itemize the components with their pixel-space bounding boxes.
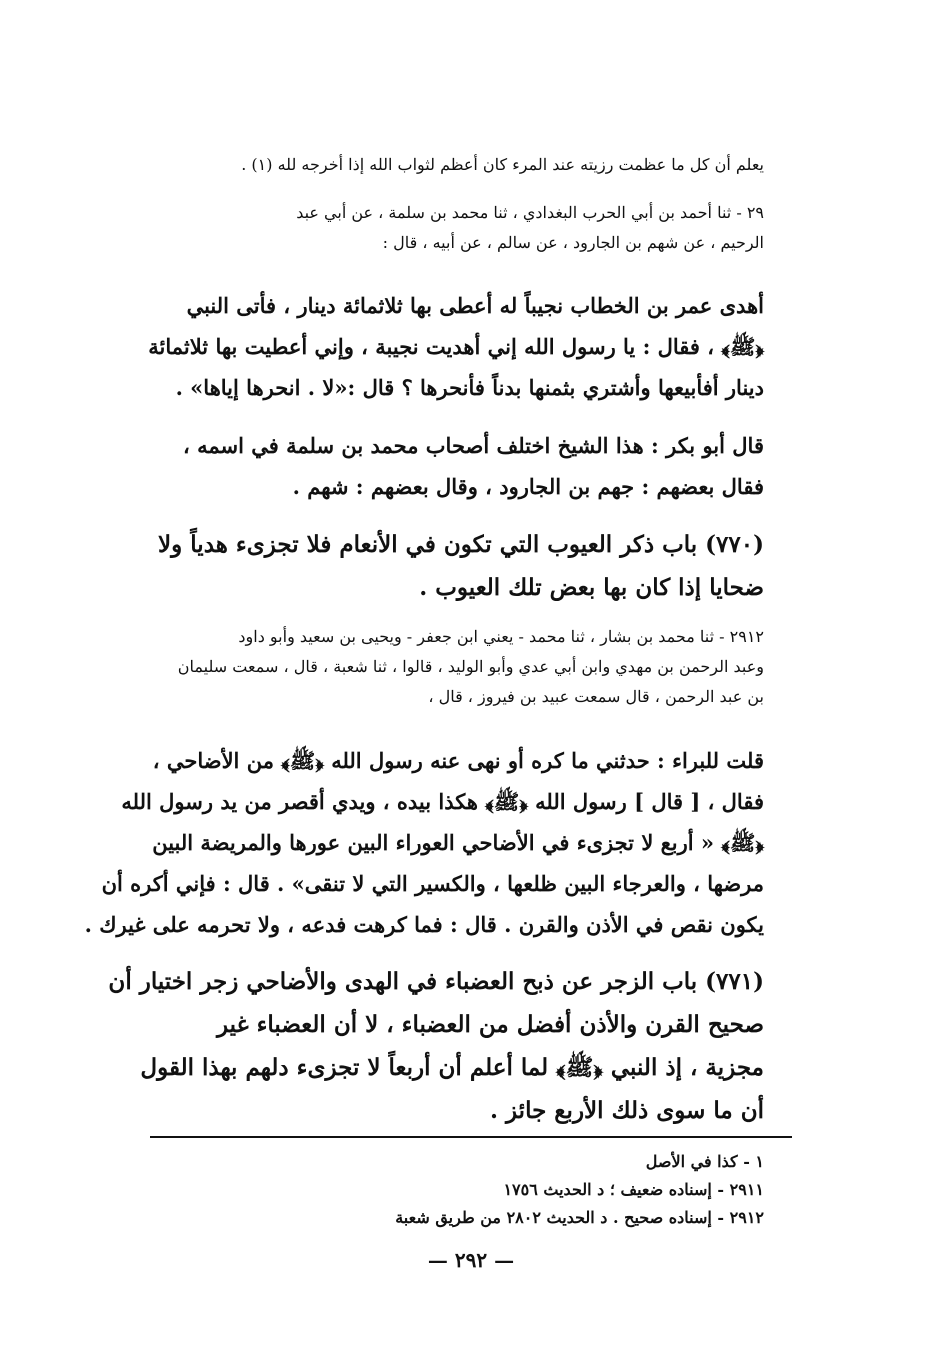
text-line: بن عبد الرحمن ، قال سمعت عبيد بن فيروز ، قال ،: [428, 687, 764, 706]
heading-line: (٧٧١) باب الزجر عن ذبح العضباء في الهدى والأضاحي زجر اختيار أن: [108, 968, 764, 995]
footnote-item: ٢٩١٢ - إسناده صحيح . د الحديث ٢٨٠٢ من طريق شعبة: [395, 1208, 764, 1227]
heading-line: ضحايا إذا كان بها بعض تلك العيوب .: [419, 574, 764, 601]
hadith-isnad-29: [174, 198, 764, 258]
footnote-item: ١ - كذا في الأصل: [645, 1152, 764, 1171]
heading-line: أن ما سوى ذلك الأربع جائز .: [489, 1097, 764, 1124]
hadith-isnad-2912: [174, 622, 764, 712]
text-line: أهدى عمر بن الخطاب نجيباً له أعطى بها ثلاثمائة دينار ، فأتى النبي: [186, 293, 764, 318]
chapter-heading-771: [108, 960, 764, 1132]
footnotes: [344, 1148, 764, 1232]
hadith-text-umar: [148, 285, 764, 408]
heading-line: (٧٧٠) باب ذكر العيوب التي تكون في الأنعام فلا تجزىء هدياً ولا: [158, 531, 764, 558]
page-number: — ٢٩٢ —: [427, 1248, 515, 1272]
footnote-divider: [150, 1136, 792, 1138]
text-line: ٢٩١٢ - ثنا محمد بن بشار ، ثنا محمد - يعني ابن جعفر - ويحيى بن سعيد وأبو داود: [238, 627, 764, 646]
paragraph-intro: [174, 150, 764, 180]
chapter-heading-770: [158, 523, 764, 609]
text-line: يعلم أن كل ما عظمت رزيته عند المرء كان أعظم لثواب الله إذا أخرجه لله (١) .: [241, 155, 764, 174]
text-line: فقال بعضهم : جهم بن الجارود ، وقال بعضهم : شهم .: [292, 474, 764, 499]
hadith-text-bara: [84, 740, 764, 945]
heading-line: صحيح القرن والأذن أفضل من العضباء ، لا أن العضباء غير: [216, 1011, 764, 1038]
text-line: يكون نقص في الأذن والقرن . قال : فما كرهت فدعه ، ولا تحرمه على غيرك .: [84, 912, 764, 937]
text-line: الرحيم ، عن شهم بن الجارود ، عن سالم ، عن أبيه ، قال :: [382, 233, 764, 252]
text-line: وعبد الرحمن بن مهدي وابن أبي عدي وأبو الوليد ، قالوا ، ثنا شعبة ، قال ، سمعت سليمان: [177, 657, 764, 676]
text-line: قلت للبراء : حدثني ما كره أو نهى عنه رسول الله ﴿ﷺ﴾ من الأضاحي ،: [152, 748, 764, 773]
text-line: دينار أفأبيعها وأشتري بثمنها بدناً فأنحرها ؟ قال :«لا . انحرها إياها» .: [175, 375, 764, 400]
commentary-abu-bakr: [174, 425, 764, 507]
text-line: مرضها ، والعرجاء البين ظلعها ، والكسير التي لا تنقى» . قال : فإني أكره أن: [101, 871, 764, 896]
heading-line: مجزية ، إذ النبي ﴿ﷺ﴾ لما أعلم أن أربعاً لا تجزىء دلهم بهذا القول: [140, 1054, 764, 1081]
text-line: فقال ، [ قال ] رسول الله ﴿ﷺ﴾ هكذا بيده ، ويدي أقصر من يد رسول الله: [121, 789, 764, 814]
text-line: ٢٩ - ثنا أحمد بن أبي الحرب البغدادي ، ثنا محمد بن سلمة ، عن أبي عبد: [296, 203, 764, 222]
text-line: ﴿ﷺ﴾ ، فقال : يا رسول الله إني أهديت نجيبة ، وإني أعطيت بها ثلاثمائة: [148, 334, 764, 359]
text-line: ﴿ﷺ﴾ « أربع لا تجزىء في الأضاحي العوراء البين عورها والمريضة البين: [152, 830, 764, 855]
footnote-item: ٢٩١١ - إسناده ضعيف ؛ د الحديث ١٧٥٦: [503, 1180, 764, 1199]
text-line: قال أبو بكر : هذا الشيخ اختلف أصحاب محمد بن سلمة في اسمه ،: [183, 433, 764, 458]
